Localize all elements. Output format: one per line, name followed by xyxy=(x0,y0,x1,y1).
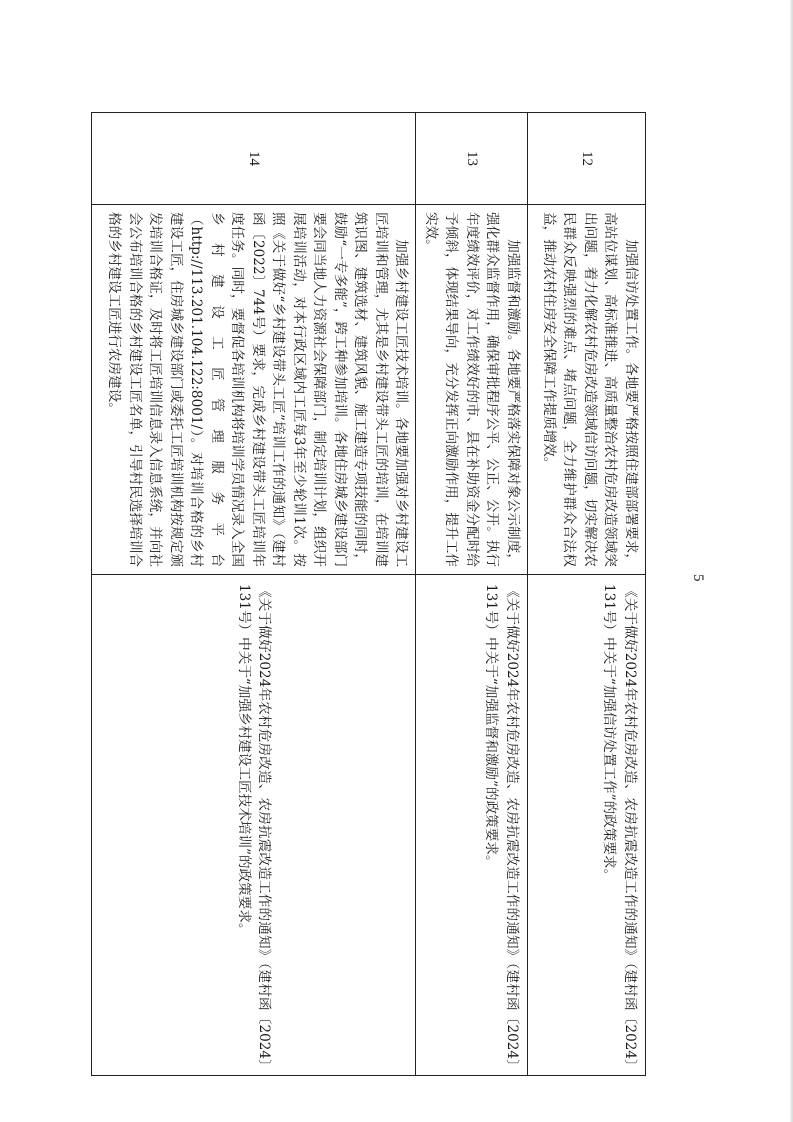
policy-basis-cell xyxy=(416,575,528,1076)
measure-text: 加强信访处置工作。各地要严格按照住建部部署要求，高站位谋划、高标准推进、高质量整治农村危房改造领域突出问题，着力化解农村危房改造领域信访问题，切实解决农民群众反映强烈的难点、堵点问题，全力维护群众合法权益，推动农村住房安全保障工作提质增效。 xyxy=(541,212,639,567)
policy-table xyxy=(92,112,647,1076)
policy-basis-cell xyxy=(528,575,646,1076)
row-number: 12 xyxy=(528,113,646,205)
table-row xyxy=(92,113,416,1076)
table-row xyxy=(528,113,646,1076)
measure-text: 加强监督和激励。各地要严格落实保障对象公示制度，强化群众监督作用，确保审批程序公平、公正、公开。执行年度绩效评价，对工作绩效好的市、县在补助资金分配时给予倾斜，体现结果导向，充分发挥正向激励作用，提升工作实效。 xyxy=(423,212,521,567)
row-number: 13 xyxy=(416,113,528,205)
policy-basis-text: 《关于做好2024年农村危房改造、农房抗震改造工作的通知》（建村函〔2024〕131号）中关于“加强信访处置工作”的政策要求。 xyxy=(601,584,638,1066)
measure-cell xyxy=(416,205,528,575)
measure-text: 加强乡村建设工匠技术培训。各地要加强对乡村建设工匠培训和管理，尤其是乡村建设带头工匠的培训，在培训建筑识图、建筑选材、建筑风貌、施工建造专项技能的同时，鼓励“一专多能”，跨工种参加培训。各地住房城乡建设部门要会同当地人力资源社会保障部门，制定培训计划，组织开展培训活动，对本行政区域内工匠每3年至少轮训1次。按照《关于做好“乡村建设带头工匠”培训工作的通知》（建村函〔2022〕744号）要求，完成乡村建设带头工匠培训年度任务。同时，要督促各培训机构将培训学员情况录入全国乡村建设工匠管理服务平台（http://113.201.104.122:8001/）。对培训合格的乡村建设工匠，住房城乡建设部门或委托工匠培训机构按规定颁发培训合格证，及时将工匠培训信息录入信息系统，并向社会公布培训合格的乡村建设工匠名单，引导村民选择培训合格的乡村建设工匠进行农房建设。 xyxy=(106,212,410,567)
rotated-policy-table-container xyxy=(106,112,646,1075)
row-number: 14 xyxy=(92,113,416,205)
measure-cell xyxy=(92,205,416,575)
policy-basis-text: 《关于做好2024年农村危房改造、农房抗震改造工作的通知》（建村函〔2024〕131号）中关于“加强乡村建设工匠技术培训”的政策要求。 xyxy=(236,584,273,1066)
table-row xyxy=(416,113,528,1076)
measure-cell xyxy=(528,205,646,575)
policy-basis-cell xyxy=(92,575,416,1076)
page-number: 5 xyxy=(690,574,706,582)
policy-basis-text: 《关于做好2024年农村危房改造、农房抗震改造工作的通知》（建村函〔2024〕131号）中关于“加强监督和激励”的政策要求。 xyxy=(483,584,520,1066)
